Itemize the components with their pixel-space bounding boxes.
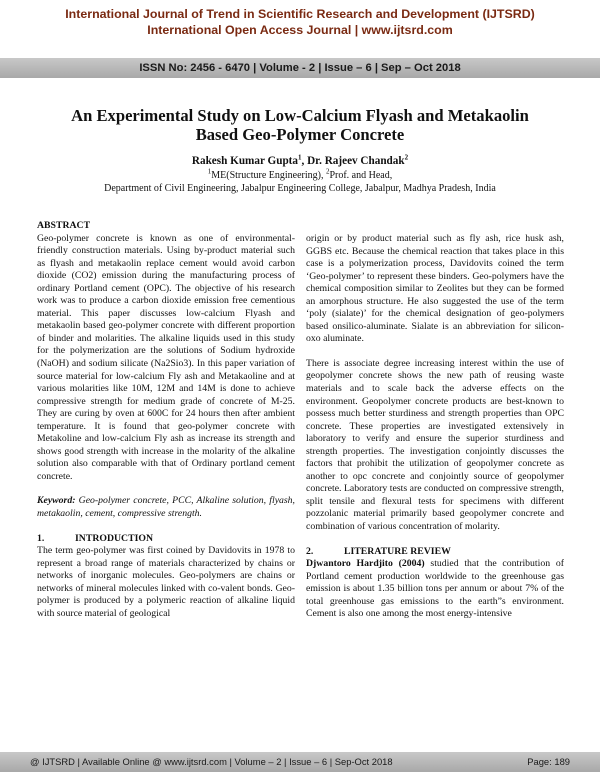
issn-bar: ISSN No: 2456 - 6470 | Volume - 2 | Issue – 6 | Sep – Oct 2018	[0, 58, 600, 78]
affiliation-line-2: Department of Civil Engineering, Jabalpur Engineering College, Jabalpur, Madhya Pradesh, India	[104, 183, 496, 194]
abstract-heading: ABSTRACT	[37, 220, 91, 231]
affiliation-sup-2: 2	[325, 167, 330, 176]
paragraph-gap	[306, 346, 564, 358]
authors	[30, 154, 570, 168]
author-1: Rakesh Kumar Gupta	[191, 155, 298, 167]
literature-review-title: LITERATURE REVIEW	[344, 545, 451, 557]
keywords-text: Geo-polymer concrete, PCC, Alkaline solution, flyash, metakaolin, cement, compressive strength.	[37, 495, 295, 520]
literature-review-text	[306, 558, 564, 621]
introduction-text: The term geo-polymer was first coined by Davidovits in 1978 to represent a broad range of materials characterized by chains or networks of inorganic molecules. Geo-polymers are chains or networks of mineral molecules linked with co-valent bonds. Geo-polymer is produced by a polymeric reaction of alkaline liquid with source material of geological	[37, 545, 295, 619]
page-number: Page: 189	[527, 756, 570, 767]
literature-review-heading	[306, 546, 564, 559]
introduction-title: INTRODUCTION	[75, 532, 154, 544]
author-2-sup: 2	[404, 153, 409, 162]
journal-header	[0, 6, 600, 38]
page-footer	[0, 752, 600, 772]
keywords-label: Keyword:	[37, 495, 76, 507]
author-2: Dr. Rajeev Chandak	[307, 155, 405, 167]
right-paragraph-1: origin or by product material such as fly ash, rice husk ash, GGBS etc. Because the chemical reaction that takes place in this case is a polymerization process, Davidovits coined the term ‘Geo-polymer’ to represent these binders. Geo-polymers have the chemical composition similar to Zeolites but they can be formed an amorphous structure. He also suggested the use of the term ‘poly (sialate)’ for the chemical designation of geo-polymers based onsilico-aluminate. Sialate is an abbreviation for silicon-oxo aluminate.	[306, 233, 564, 345]
title-line-1: An Experimental Study on Low-Calcium Flyash and Metakaolin	[71, 106, 529, 125]
introduction-number: 1.	[37, 532, 45, 544]
author-1-sup: 1	[298, 153, 302, 162]
right-paragraph-2: There is associate degree increasing interest within the use of geopolymer concrete shows the new path of reusing waste materials and to scale back the adverse effects on the environment. Geopolymer concrete products are best-known to possess much better sturdiness and strength properties than OPC concrete. These properties are investigated extensively in laboratory to verify and ensure the superior sturdiness and strength properties. The investigation conjointly discusses the factors that prohibit the utilization of geopolymer concrete as another to opc concrete and conjointly source of geopolymer concrete. Laboratory tests are conducted on compressive strength, split tensile and flexural tests for specimens with different pozzolanic material primarily based geopolymer concrete and combination of various concentration of molarity.	[306, 357, 564, 533]
literature-review-number: 2.	[306, 545, 314, 557]
journal-name: International Journal of Trend in Scientific Research and Development (IJTSRD)	[65, 7, 535, 21]
abstract-text: Geo-polymer concrete is known as one of environmental- friendly construction materials. Using by-product material such as flyash and metakaolin replace cement would avoid carbon dioxide (CO2) emission during the manufacturing process of ordinary Portland cement (OPC). The objective of his research work was to produce a carbon dioxide emission free cementious material. This paper discusses low-calcium Flyash and metakaolin based geo-polymer concrete with different proportion of binder and molarities. The alkaline liquids used in this study for the polymerization are the solutions of Sodium hydroxide (NaOH) and sodium silicate (Na2Sio3). In this paper variation of source material for low-calcium Fly ash and Metakaoline and at various molarities like 10M, 12M and 14M is done to achieve compressive strength for medium grade of concrete of M-25. They are curing by oven at 600C for 24 hours then after ambient temperature. It is found that geo-polymer concrete with Metakoline and low-calcium Fly ash as increase its strength and shows good strength with increase in the molarity of the alkaline solution also comparable with that of Ordinary portland cement concrete.	[37, 232, 295, 482]
affiliation-line-1	[30, 169, 570, 182]
affiliation-part-1: ME(Structure Engineering),	[211, 170, 326, 181]
literature-author: Djwantoro Hardjito (2004)	[306, 558, 425, 570]
right-column	[306, 233, 564, 621]
keywords	[37, 495, 295, 520]
literature-body: studied that the contribution of Portland cement production worldwide to the greenhouse gas emission is about 1.35 billion tons per annum or about 7% of the total greenhouse gas emissions to the earth”s environment. Cement is also one among the most energy-intensive	[306, 558, 564, 620]
affiliation-part-2: Prof. and Head,	[329, 170, 393, 181]
footer-citation: @ IJTSRD | Available Online @ www.ijtsrd.com | Volume – 2 | Issue – 6 | Sep-Oct 2018	[30, 756, 393, 767]
paper-title	[30, 106, 570, 144]
left-column	[37, 220, 295, 620]
introduction-heading	[37, 533, 295, 546]
journal-subtitle: International Open Access Journal | www.ijtsrd.com	[147, 23, 453, 37]
author-separator: ,	[301, 155, 308, 167]
title-line-2: Based Geo-Polymer Concrete	[195, 125, 405, 144]
affiliation-sup-1: 1	[207, 167, 212, 176]
